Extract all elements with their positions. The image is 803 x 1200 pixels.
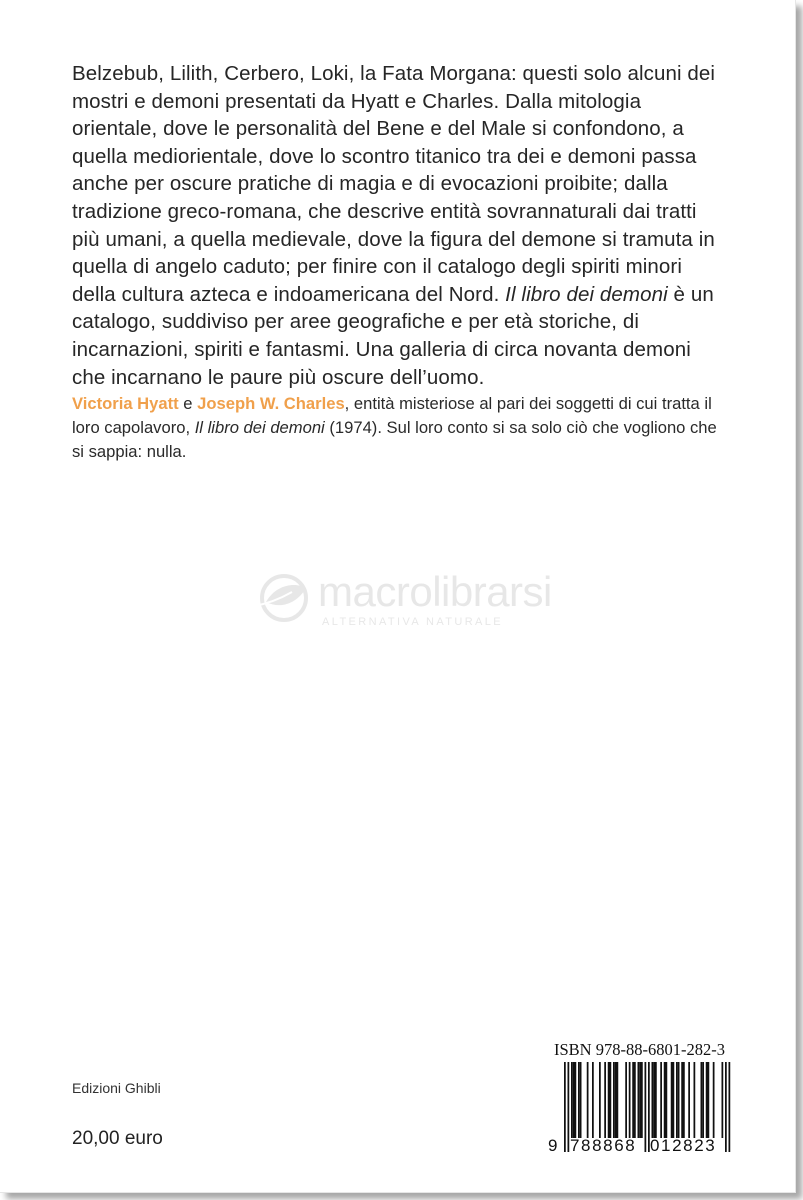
barcode-bar bbox=[666, 1062, 668, 1138]
barcode-guard-bar bbox=[645, 1062, 647, 1152]
barcode-bar bbox=[701, 1062, 703, 1138]
barcode-bar bbox=[678, 1062, 680, 1138]
barcode-bar bbox=[573, 1062, 575, 1138]
barcode-right-digits: 012823 bbox=[650, 1136, 717, 1155]
price-label: 20,00 euro bbox=[72, 1128, 163, 1149]
publisher-name: Edizioni Ghibli bbox=[72, 1080, 161, 1096]
barcode-bar bbox=[722, 1062, 724, 1138]
barcode-bar bbox=[694, 1062, 696, 1138]
author-name-1: Victoria Hyatt bbox=[72, 394, 179, 413]
barcode-bar bbox=[713, 1062, 715, 1138]
isbn-number: ISBN 978-88-6801-282-3 bbox=[554, 1040, 725, 1059]
barcode-bar bbox=[688, 1062, 690, 1138]
macrolibrarsi-watermark bbox=[252, 568, 582, 638]
barcode-bar bbox=[629, 1062, 631, 1138]
isbn-barcode-block bbox=[548, 1040, 732, 1190]
barcode-bar bbox=[610, 1062, 612, 1138]
barcode-bar bbox=[587, 1062, 589, 1138]
barcode-bar bbox=[599, 1062, 601, 1138]
blurb-paragraph bbox=[72, 60, 722, 391]
barcode-bar bbox=[683, 1062, 685, 1138]
barcode-guard-bar bbox=[725, 1062, 727, 1152]
barcode-first-digit: 9 bbox=[548, 1136, 558, 1155]
barcode-bar bbox=[655, 1062, 657, 1138]
barcode-guard-bar bbox=[729, 1062, 731, 1152]
bio-text-1: , entità misteriose al pari dei soggetti di cui tratta il loro capolavoro, bbox=[72, 394, 712, 437]
barcode-bar bbox=[702, 1062, 704, 1138]
barcode-bar bbox=[673, 1062, 675, 1138]
barcode-bar bbox=[660, 1062, 662, 1138]
barcode-bar bbox=[613, 1062, 615, 1138]
barcode-bar bbox=[608, 1062, 610, 1138]
barcode-bar bbox=[638, 1062, 640, 1138]
barcode-left-digits: 788868 bbox=[570, 1136, 637, 1155]
barcode-bar bbox=[580, 1062, 582, 1138]
bio-conjunction: e bbox=[178, 394, 198, 413]
barcode-bar bbox=[632, 1062, 634, 1138]
barcode-bar bbox=[676, 1062, 678, 1138]
barcode-bar bbox=[578, 1062, 580, 1138]
barcode-bar bbox=[634, 1062, 636, 1138]
blurb-book-title: Il libro dei demoni bbox=[505, 282, 668, 306]
bio-book-title: Il libro dei demoni bbox=[194, 418, 325, 437]
barcode-bar bbox=[681, 1062, 683, 1138]
barcode-bar bbox=[641, 1062, 643, 1138]
barcode-bar bbox=[706, 1062, 708, 1138]
barcode-guard-bar bbox=[568, 1062, 570, 1152]
barcode-bar bbox=[592, 1062, 594, 1138]
author-bio-paragraph bbox=[72, 392, 722, 464]
barcode-bar bbox=[652, 1062, 654, 1138]
barcode-bar bbox=[615, 1062, 617, 1138]
watermark-tagline: ALTERNATIVA NATURALE bbox=[322, 616, 504, 628]
leaf-logo-icon bbox=[252, 572, 316, 624]
barcode-bar bbox=[617, 1062, 619, 1138]
blurb-text-1: Belzebub, Lilith, Cerbero, Loki, la Fata Morgana: questi solo alcuni dei mostri e demoni presentati da Hyatt e Charles. Dalla mitologia orientale, dove le personalità del Bene e del Male si confondono, a quella mediorientale, dove lo scontro titanico tra dei e demoni passa anche per oscure pratiche di magia e di evocazioni proibite; dalla tradizione greco-romana, che descrive entità sovrannaturali dai tratti più umani, a quella medievale, dove la figura del demone si tramuta in quella di angelo caduto; per finire con il catalogo degli spiriti minori della cultura azteca e indoamericana del Nord. bbox=[72, 62, 716, 306]
watermark-brand: macrolibrarsi bbox=[318, 568, 552, 615]
barcode-bar bbox=[625, 1062, 627, 1138]
barcode-bar bbox=[708, 1062, 710, 1138]
barcode-bar bbox=[639, 1062, 641, 1138]
barcode-bar bbox=[653, 1062, 655, 1138]
bio-text-2: (1974). Sul loro conto si sa solo ciò che vogliono che si sappia: nulla. bbox=[72, 418, 717, 461]
barcode-bar bbox=[571, 1062, 573, 1138]
blurb-text-2: è un catalogo, suddiviso per aree geografiche e per età storiche, di incarnazioni, spiriti e fantasmi. Una galleria di circa novanta demoni che incarnano le paure più oscure dell’uomo. bbox=[72, 282, 714, 389]
barcode-guard-bar bbox=[564, 1062, 566, 1152]
barcode-bar bbox=[664, 1062, 666, 1138]
author-name-2: Joseph W. Charles bbox=[197, 394, 345, 413]
barcode-bar bbox=[575, 1062, 577, 1138]
barcode-bar bbox=[604, 1062, 606, 1138]
barcode-bar bbox=[671, 1062, 673, 1138]
